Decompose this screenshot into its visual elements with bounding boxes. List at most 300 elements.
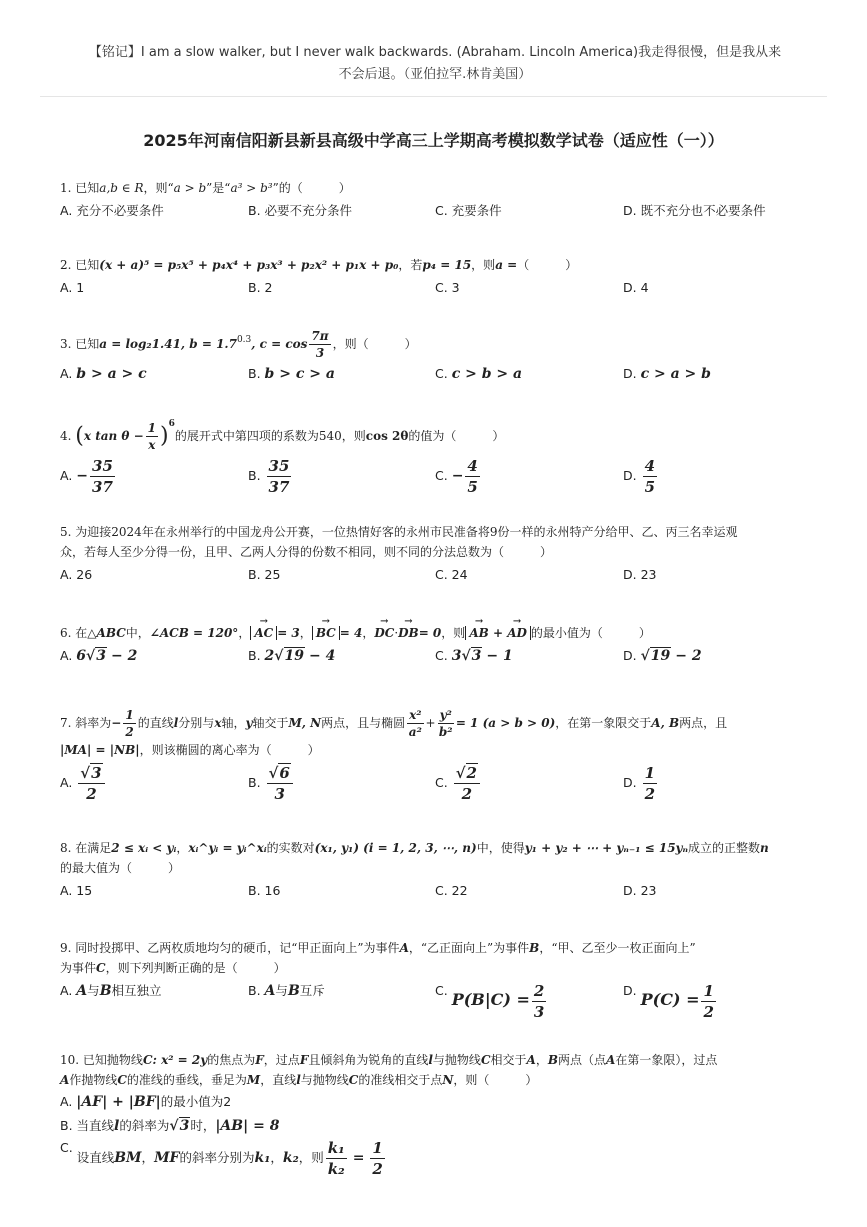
stem-text: 轴， [221,716,246,730]
option-c[interactable] [435,646,513,666]
option-label: A. [60,366,73,381]
stem-text: 与抛物线 [432,1053,481,1067]
fraction-denominator: 2 [461,785,473,803]
math-expr: (x + a)⁵ = p₅x⁵ + p₄x⁴ + p₃x³ + p₂x² + p₁x + p₀ [99,258,399,272]
math-expr: A [76,983,88,999]
math-expr: a > b [173,181,207,195]
question-9-options [60,981,820,1027]
option-a[interactable]: A. 15 [60,883,93,898]
fraction [370,1138,384,1179]
fraction-denominator: x [148,438,156,452]
math-sign: − [451,468,464,484]
stem-text: 的值为（ ） [408,429,505,443]
question-3-stem [60,328,820,361]
math-expr: l [428,1053,433,1067]
option-a[interactable] [60,646,137,666]
option-b[interactable]: B. 25 [248,567,281,582]
math-coef: 2 [264,648,275,664]
option-text: 的最小值为2 [160,1094,232,1109]
stem-text: ，直线 [260,1073,297,1087]
option-label: D. [623,775,637,790]
question-number: 9. [60,941,72,955]
option-c[interactable] [435,364,522,384]
option-label: B. [248,983,261,998]
vector: → BC [316,623,336,643]
stem-text: 分别与 [178,716,215,730]
math-expr: l [114,1118,120,1134]
option-c[interactable] [435,981,548,1022]
option-a[interactable]: A. 26 [60,567,93,582]
fraction-numerator: 1 [644,764,656,782]
stem-text: 为迎接2024年在永州举行的中国龙舟公开赛，一位热情好客的永州市民准备将9份一样的永州特产分给甲、乙、丙三名幸运观 [75,525,738,539]
math-expr: N [442,1073,454,1087]
math-expr: = 1 (a > b > 0) [455,716,556,730]
sqrt-sign: √ [86,648,96,664]
fraction [309,328,330,361]
stem-text: 两点，且与椭圆 [321,716,406,730]
fraction-numerator: 1 [703,982,714,1000]
fraction-numerator: 4 [467,457,478,475]
stem-text: ，则（ ） [332,337,417,351]
fraction [643,763,657,804]
question-7-stem: 7. 斜率为− $\frac{1}{2}$ 的直线l分别与x轴，y轴交于M, N两点，且与椭圆 $\frac{\text{x²}}{\text{a²}}$ + $\frac{\text{y²}}{\text{b²}}$ = 1 (a > b > 0)，在第一象限交于A, B两点，且 |MA| = |NB|，则该椭圆的离心率为（ ） [60,708,728,757]
option-text: ，则 [298,1150,324,1165]
vector: → AB [469,623,488,643]
stem-text: 的实数对 [266,841,315,855]
fraction-denominator: 3 [533,1003,545,1021]
math-expr: △ABC [87,626,126,640]
stem-text: 同时投掷甲、乙两枚质地均匀的硬币，记“甲正面向上”为事件 [75,941,400,955]
option-a[interactable] [60,364,147,384]
option-label: C. [435,648,448,663]
option-label: D. [623,366,637,381]
option-text: ， [141,1150,155,1165]
option-text: 与 [275,983,288,998]
question-2 [60,255,820,302]
math-expr: = 3 [277,626,300,640]
math-expr: M, N [288,716,322,730]
option-d[interactable]: D. 4 [623,280,649,295]
option-label: A. [60,648,73,663]
math-coef: 3 [451,648,462,664]
sqrt-sign: √ [169,1118,179,1134]
fraction-denominator: b² [438,725,453,739]
math-expr: l [173,716,179,730]
fraction-denominator: 5 [644,478,656,496]
stem-text: 的准线相交于点 [358,1073,443,1087]
stem-text: 的最小值为（ ） [530,626,651,640]
question-number: 2. [60,258,72,272]
option-label: B. [248,648,261,663]
option-b[interactable] [248,981,325,1001]
question-10 [60,1050,830,1179]
option-c[interactable] [435,456,482,497]
option-c[interactable]: C. 22 [435,883,468,898]
stem-text: （ ） [517,258,578,272]
fraction-numerator: 2 [533,982,545,1000]
option-label: B. [248,775,261,790]
math-expr: x tan θ − [83,429,144,443]
question-1-options [60,201,820,225]
question-3-options [60,364,820,388]
sqrt-radicand: 19 [650,648,671,664]
fraction [267,763,293,804]
fraction-denominator: 2 [125,725,134,739]
option-label: D. [623,983,637,998]
option-text: 互斥 [299,983,325,998]
math-expr: a = [495,258,518,272]
stem-text: 的最大值为（ ） [60,861,181,875]
fraction [454,763,480,804]
math-expr: = 4 [339,626,363,640]
math-expr: M [246,1073,261,1087]
option-label: D. [623,648,637,663]
sqrt-sign: √ [461,648,471,664]
option-label: C. [435,468,448,483]
fraction [465,456,479,497]
math-expr: C: x² = 2y [142,1053,208,1067]
question-6-stem: 6. 在△ABC中，∠ACB = 120°，→ AC = 3，→ BC = 4，→ DC·→ DB= 0，则→ AB + → AD 的最小值为（ ） [60,623,820,643]
fraction [407,707,423,740]
math-expr: A [606,1053,616,1067]
option-b[interactable] [60,1114,830,1138]
stem-text: ，则（ ） [453,1073,538,1087]
option-a[interactable]: A. 充分不必要条件 [60,203,164,218]
fraction-numerator: x² [409,708,422,722]
option-text: 设直线 [76,1150,115,1165]
math-expr: − 1 [486,648,513,664]
option-label: C. [60,1140,73,1155]
question-5-stem [60,522,820,562]
fraction-numerator: 7π [311,329,329,343]
option-text: 相互独立 [111,983,162,998]
fraction-numerator: 1 [372,1139,383,1157]
math-expr: − 4 [308,648,336,664]
page-title: 2025年河南信阳新县新县高级中学高三上学期高考模拟数学试卷（适应性（一）） [143,131,724,150]
math-expr: |MA| = |NB| [60,743,140,757]
option-c[interactable] [435,763,482,804]
math-expr: = 0 [418,626,442,640]
fraction [532,981,546,1022]
vector-norm [312,626,340,640]
stem-text: ，则“ [143,181,174,195]
stem-text: ”是“ [206,181,231,195]
math-superscript: 0.3 [236,335,252,345]
option-text: 的斜率为 [119,1118,170,1133]
option-d[interactable]: D. 23 [623,567,657,582]
stem-text: ，则下列判断正确的是（ ） [105,961,286,975]
fraction-numerator: 4 [644,457,656,475]
option-d[interactable]: D. 既不充分也不必要条件 [623,203,766,218]
stem-text: ，则 [441,626,466,640]
math-expr: − 2 [675,648,702,664]
math-expr: P(B|C) = [451,990,530,1009]
math-expr: C [480,1053,491,1067]
option-a[interactable] [60,763,107,804]
math-expr: a,b ∈ R [99,181,144,195]
stem-text: ，过点 [263,1053,300,1067]
math-expr: a³ > b³ [230,181,273,195]
math-expr: b > a > c [76,366,147,382]
math-expr: x [214,716,222,730]
stem-text: 已知 [75,258,100,272]
sqrt-radicand: 3 [471,648,482,664]
math-superscript: 6 [168,419,175,429]
option-a[interactable] [60,981,162,1001]
fraction-numerator: √6 [267,763,293,784]
stem-text: 作抛物线 [69,1073,118,1087]
math-expr: A [526,1053,536,1067]
option-b[interactable] [248,646,335,666]
math-expr: − 2 [110,648,138,664]
question-8 [60,838,820,905]
stem-text: 中， [125,626,150,640]
option-text: 与 [87,983,100,998]
fraction [90,456,115,497]
fraction [146,420,158,453]
fraction [326,1138,347,1179]
question-8-options [60,881,820,905]
fraction-denominator: 2 [86,785,97,803]
question-number: 5. [60,525,72,539]
sqrt-radicand: 3 [91,764,102,782]
math-expr: A [399,941,409,955]
option-label: D. [623,468,637,483]
question-8-stem [60,838,820,878]
math-expr: ∠ACB = 120° [149,626,239,640]
question-6-options [60,646,820,670]
question-7 [60,706,820,809]
math-expr: l [296,1073,301,1087]
option-b[interactable] [248,364,335,384]
fraction [267,456,292,497]
math-expr: F [255,1053,264,1067]
math-expr: C [348,1073,359,1087]
question-10-stem [60,1050,830,1090]
stem-text: 已知 [75,181,100,195]
option-d[interactable] [623,456,659,497]
math-expr: B [529,941,540,955]
stem-text: 成立的正整数 [688,841,761,855]
option-c[interactable]: C. 24 [435,567,468,582]
stem-text: ，“乙正面向上”为事件 [408,941,530,955]
stem-text: 与抛物线 [300,1073,349,1087]
sqrt-radicand: 3 [179,1118,190,1134]
stem-text: ，若 [398,258,423,272]
stem-text: 众，若每人至少分得一份，且甲、乙两人分得的份数不相同，则不同的分法总数为（ ） [60,545,553,559]
math-expr: cos 2θ [365,429,409,443]
stem-text: 在满足 [75,841,112,855]
sqrt-sign: √ [640,648,650,664]
vector-norm [250,626,277,640]
question-3 [60,328,820,388]
math-expr: B [547,1053,558,1067]
stem-text: ，在第一象限交于 [555,716,652,730]
option-label: C. [435,366,448,381]
math-expr: A [60,1073,70,1087]
math-expr: BM [114,1150,142,1166]
vector-norm: → AB + → AD [465,626,531,640]
math-expr: |AF| + |BF| [76,1094,161,1110]
fraction-numerator: √3 [78,763,104,784]
question-2-options [60,278,820,302]
math-expr: 2 ≤ xᵢ < yᵢ [111,841,177,855]
fraction-denominator: 5 [467,478,478,496]
option-label: B. [248,468,261,483]
fraction [643,456,657,497]
stem-text: 相交于 [490,1053,527,1067]
option-d[interactable] [623,981,718,1022]
vector: → DC [374,623,394,643]
option-b[interactable]: B. 16 [248,883,281,898]
stem-text: ， [176,841,189,855]
fraction [123,707,135,740]
option-b[interactable]: B. 必要不充分条件 [248,203,353,218]
stem-text: 且倾斜角为锐角的直线 [308,1053,429,1067]
math-expr: C [96,961,106,975]
question-4 [60,414,820,502]
option-text: 时， [190,1118,216,1133]
option-d[interactable] [623,646,702,666]
option-label: C. [435,775,448,790]
option-d[interactable] [623,763,659,804]
option-label: A. [60,775,73,790]
motto-line-2: 不会后退。（亚伯拉罕.林肯美国） [338,67,532,82]
math-expr: P(C) = [640,990,700,1009]
fraction-numerator: 1 [147,421,157,435]
math-coef: 6 [76,648,87,664]
option-b[interactable] [248,763,295,804]
sqrt-radicand: 6 [279,764,290,782]
question-2-stem [60,255,820,275]
option-label: A. [60,983,73,998]
option-a[interactable] [60,456,117,497]
math-expr: y [245,716,253,730]
fraction-denominator: 3 [315,346,325,360]
fraction-numerator: y² [439,708,452,722]
math-expr: = [352,1150,365,1166]
stem-text: 已知 [75,337,100,351]
question-number: 10. [60,1053,80,1067]
math-expr: B [99,983,112,999]
vector: → AD [507,623,527,643]
math-expr: a = log₂1.41, b = 1.7 [99,337,237,351]
motto-line-1: 【铭记】I am a slow walker, but I never walk backwards. (Abraham. Lincoln America)我走得很慢，但是我从来 [88,45,782,60]
fraction [78,763,104,804]
math-expr: B [287,983,300,999]
stem-text: 的准线的垂线，垂足为 [126,1073,247,1087]
vector: → DB [398,623,419,643]
option-label: A. [60,1094,73,1109]
option-c[interactable] [60,1138,830,1179]
stem-text: 的展开式中第四项的系数为540，则 [174,429,366,443]
stem-text: 轴交于 [252,716,289,730]
fraction [438,707,454,740]
stem-text: 已知抛物线 [82,1053,143,1067]
math-expr: c > a > b [640,366,711,382]
math-expr: c > b > a [451,366,523,382]
question-5-options [60,565,820,589]
option-a[interactable] [60,1090,830,1114]
question-number: 3. [60,337,72,351]
question-1-stem [60,178,820,198]
stem-text: ，“甲、乙至少一枚正面向上” [539,941,696,955]
option-c[interactable]: C. 3 [435,280,460,295]
option-d[interactable] [623,364,711,384]
sqrt-sign: √ [274,648,284,664]
option-c[interactable]: C. 充要条件 [435,203,502,218]
question-5 [60,522,820,589]
math-expr: k₁ [254,1150,271,1166]
fraction-numerator: k₁ [327,1139,345,1157]
sqrt-radicand: 3 [96,648,106,664]
question-number: 6. [60,626,72,640]
stem-text: 斜率为 [75,716,112,730]
question-1 [60,178,820,225]
stem-text: ， [535,1053,548,1067]
vector: → AC [254,623,273,643]
option-a[interactable]: A. 1 [60,280,85,295]
option-b[interactable] [248,456,293,497]
math-expr: xᵢ^yᵢ = yᵢ^xᵢ [188,841,267,855]
fraction-numerator: √2 [454,763,480,784]
stem-text: ，则该椭圆的离心率为（ ） [139,743,320,757]
question-number: 7. [60,716,72,730]
stem-text: ”的（ ） [272,181,351,195]
math-expr: A [264,983,276,999]
math-expr: b > c > a [264,366,335,382]
stem-text: 两点（点 [558,1053,607,1067]
fraction-numerator: 1 [125,708,134,722]
fraction-numerator: 35 [268,457,290,475]
sqrt-radicand: 19 [284,648,304,664]
fraction-denominator: a² [408,725,422,739]
option-label: B. 当直线 [60,1118,115,1133]
fraction-denominator: 2 [703,1003,714,1021]
math-expr: y₁ + y₂ + ⋯ + yₙ₋₁ ≤ 15yₙ [524,841,689,855]
stem-text: 在 [75,626,88,640]
fraction-denominator: 2 [372,1160,383,1178]
question-4-stem [60,414,820,453]
math-expr: , c = cos [251,337,308,351]
math-expr: (x₁, y₁) (i = 1, 2, 3, ⋯, n) [314,841,477,855]
question-number: 8. [60,841,72,855]
header-divider [40,96,827,97]
question-4-options [60,456,820,502]
fraction-denominator: 2 [644,785,656,803]
option-label: B. [248,366,261,381]
stem-text: 为事件 [60,961,97,975]
option-label: C. [435,983,448,998]
fraction-denominator: 37 [268,478,290,496]
question-10-options [60,1090,830,1179]
math-expr: MF [154,1150,180,1166]
motto-banner [40,42,830,86]
question-6 [60,623,820,670]
math-sign: − [76,468,89,484]
math-expr: F [299,1053,309,1067]
option-d[interactable]: D. 23 [623,883,657,898]
math-expr: |AB| = 8 [215,1118,280,1134]
fraction-denominator: 3 [274,785,285,803]
option-b[interactable]: B. 2 [248,280,273,295]
fraction-denominator: k₂ [327,1160,345,1178]
stem-text: 两点，且 [679,716,728,730]
stem-text: 的直线 [137,716,174,730]
fraction-numerator: 35 [92,457,113,475]
sqrt-radicand: 2 [466,764,477,782]
stem-text: ，则 [471,258,496,272]
